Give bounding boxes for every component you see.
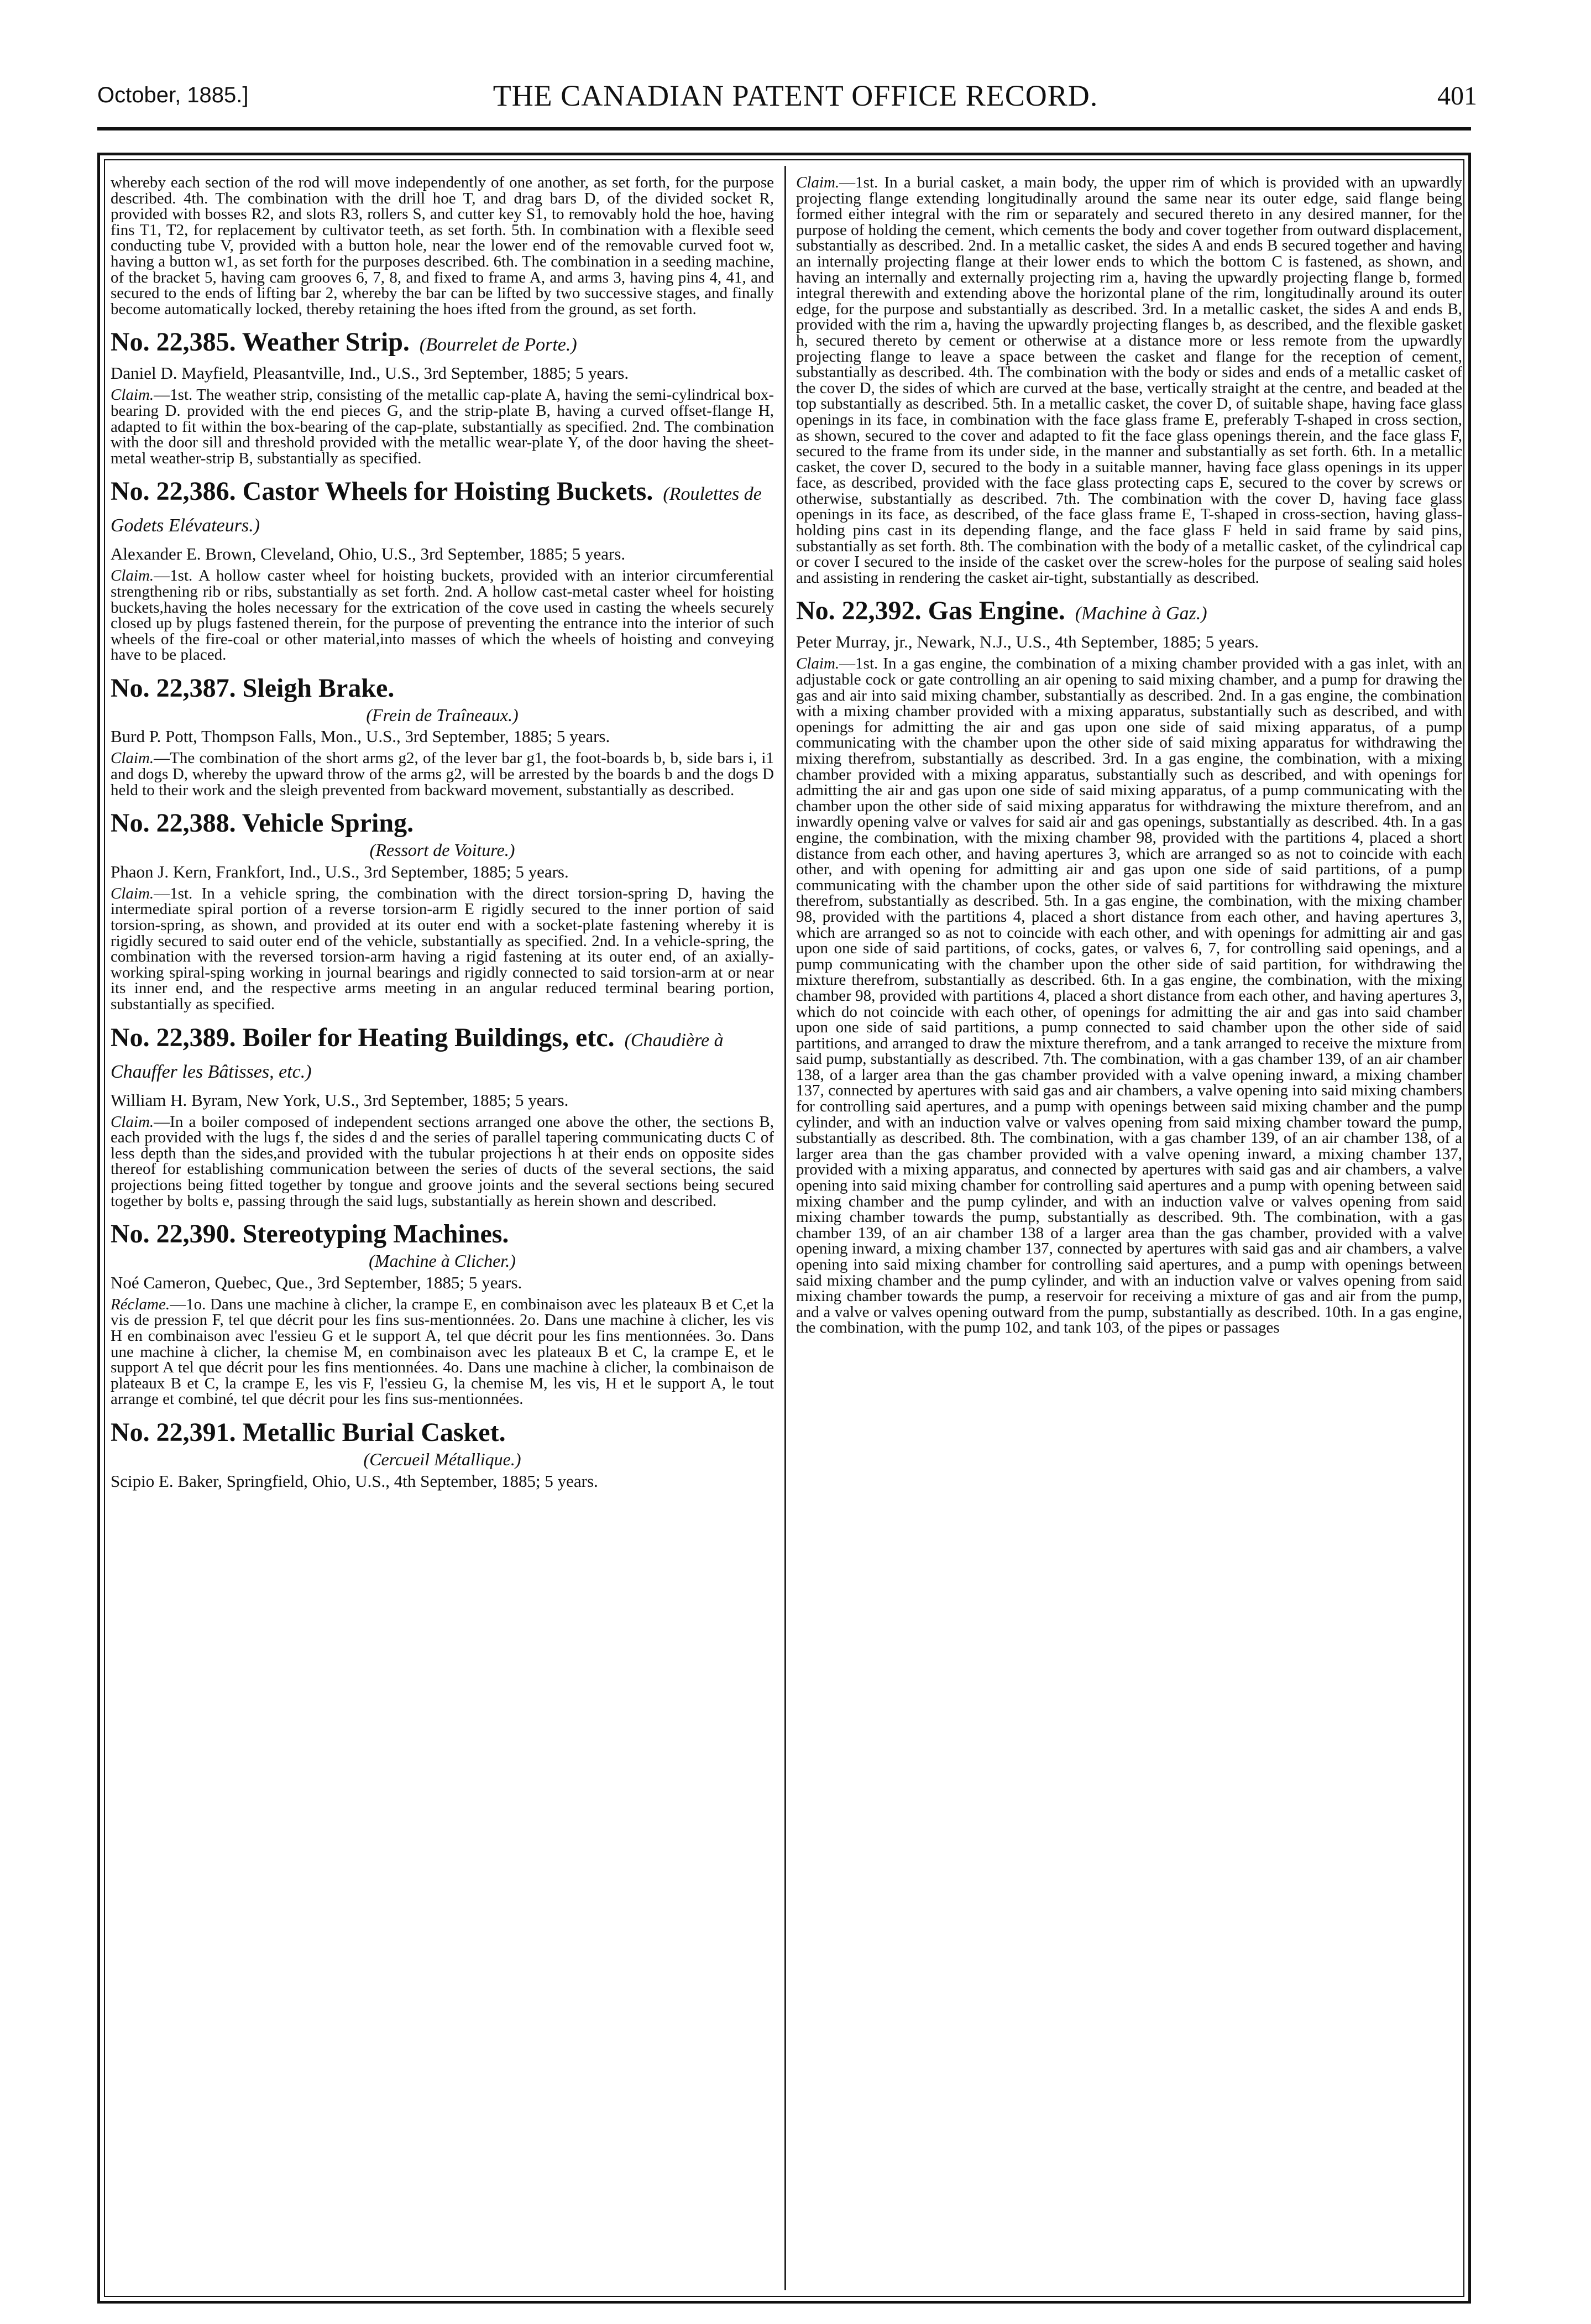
page-number: 401 xyxy=(1437,81,1477,111)
claim-text: —1st. In a gas engine, the combination of a mixing chamber provided with a gas inlet, with an adjustable cock or gate controlling an air opening to said mixing chamber, and a pump for drawing the gas and air into said mixing chamber, substantially as described. 2nd. In a gas engine, the combination with a mixing chamber provided with a mixing apparatus, substantially such as described, and with openings for admitting the air and gas upon one side of said mixing apparatus, of a pump communicating with the chamber upon the other side of said mixing apparatus for withdrawing the mixing therefrom, substantially as described. 3rd. In a gas engine, the combination, with a mixing chamber provided with a mixing apparatus, substantially such as described, and with openings for admitting the air and gas upon one side of said mixing apparatus, of a pump communicating with the chamber upon the other side of said mixing apparatus for withdrawing the mixture therefrom, and an inwardly opening valve or valves for said air and gas openings, substantially as described. 4th. In a gas engine, the combination, with the mixing chamber 98, provided with the partitions 4, placed a short distance from each other, and having apertures 3, which are arranged so as not to coincide with each other, and with opening for admitting air and gas upon one side of said partitions, of a pump communicating with the chamber upon the other side of said partitions for withdrawing the mixture therefrom, substantially as described. 5th. In a gas engine, the combination, with the mixing chamber 98, provided with the partitions 4, placed a short distance from each other, and having apertures 3, which are arranged so as not to coincide with each other, and with openings for admitting air and gas upon one side of said partitions, of cocks, gates, or valves 6, 7, for controlling said openings, and a pump communicating with the chamber upon the other side of said partition, for withdrawing the mixture therefrom, substantially as described. 6th. In a gas engine, the combination, with the mixing chamber 98, provided with partitions 4, placed a short distance from each other, and having apertures 3, which do not coincide with each other, of openings for admitting the air and gas into said chamber upon one side of said partitions, a pump connected to said chamber upon the other side of said partitions, and arranged to draw the mixture therefrom, and a tank arranged to receive the mixture from said pump, substantially as described. 7th. The combination, with a gas chamber 139, of an air chamber 138, of a larger area than the gas chamber provided with a valve opening inward, a mixing chamber 137, connected by apertures with said gas and air chambers, a valve opening into said mixing chambers for controlling said apertures, and a pump with openings between said mixing chamber and the pump cylinder, and with an induction valve or valves opening from said mixing chamber toward the pump, substantially as described. 8th. The combination, with a gas chamber 139, of an air chamber 138, of a larger area than the gas chamber provided with a valve opening inward, a mixing chamber 137, provided with a mixing apparatus, and connected by apertures with said gas and air chambers, a valve opening into said mixing chamber for controlling said apertures and a pump with opening between said mixing chamber and the pump cylinder, and with an induction valve or valves opening from said mixing chamber towards the pump, substantially as described. 9th. The combination, with a gas chamber 139, of an air chamber 138 of a larger area than the gas chamber, provided with a valve opening inward, a mixing chamber 137, connected by apertures with said gas and air chambers, a valve opening into said mixing chamber for controlling said apertures, and a pump with openings between said mixing chamber and the pump cylinder, and with an induction valve or valves opening from said mixing chamber towards the pump, a reservoir for receiving a mixture of gas and air from the pump, and a valve or valves opening outward from the pump, substantially as described. 10th. In a gas engine, the combination, with the pump 102, and tank 103, of the pipes or passages xyxy=(796,655,1462,1337)
patent-french-title: (Chaudière à Chauffer les Bâtisses, etc.) xyxy=(111,1030,724,1082)
patent-title: Metallic Burial Casket. xyxy=(242,1417,506,1447)
patent-entry-22392 xyxy=(796,597,1462,1336)
patent-inventor: Noé Cameron, Quebec, Que., 3rd September, 1885; 5 years. xyxy=(111,1272,522,1292)
patent-inventor: Alexander E. Brown, Cleveland, Ohio, U.S., 3rd September, 1885; 5 years. xyxy=(111,544,626,564)
patent-entry-22388 xyxy=(111,809,774,1012)
patent-heading xyxy=(111,1023,774,1087)
patent-french-title: (Machine à Gaz.) xyxy=(1075,603,1207,624)
patent-heading xyxy=(111,1220,774,1249)
patent-heading xyxy=(111,328,774,359)
claim-label: Claim. xyxy=(111,1113,154,1131)
patent-number: No. 22,391. xyxy=(111,1417,236,1447)
claim-label: Claim. xyxy=(796,174,840,191)
patent-claim xyxy=(111,886,774,1012)
patent-number: No. 22,390. xyxy=(111,1219,236,1249)
claim-label: Claim. xyxy=(111,749,154,767)
patent-french-title: (Machine à Clicher.) xyxy=(369,1251,516,1271)
patent-inventor: Phaon J. Kern, Frankfort, Ind., U.S., 3rd September, 1885; 5 years. xyxy=(111,861,569,881)
patent-heading xyxy=(111,1418,774,1447)
patent-entry-22389 xyxy=(111,1023,774,1209)
claim-text: —The combination of the short arms g2, of the lever bar g1, the foot-boards b, b, side bars i, i1 and dogs D, whereby the upward throw of the arms g2, will be arrested by the boards b and the dogs D held to their work and the sleigh prevented from backward movement, substantially as described. xyxy=(111,749,774,799)
patent-french-title: (Bourrelet de Porte.) xyxy=(419,335,577,356)
claim-text: —1o. Dans une machine à clicher, la crampe E, en combinaison avec les plateaux B et C,et la vis de pression F, tel que décrit pour les fins sus-mentionnées. 2o. Dans une machine à clicher, les vis H en combinaison avec l'essieu G et le support A, tel que décrit pour les fins mentionnées. 3o. Dans une machine à clicher, la chemise M, en combinaison avec les plateaux B et C, la crampe E, et le support A tel que décrit pour les fins mentionnées. 4o. Dans une machine à clicher, la combinaison de plateaux B et C, la crampe E, les vis F, l'essieu G, la chemise M, les vis, H et le support A, le tout arrange et combiné, tel que décrit pour les fins sus-mentionnées. xyxy=(111,1295,774,1408)
patent-entry-22386 xyxy=(111,477,774,663)
claim-label: Claim. xyxy=(796,655,840,673)
patent-inventor: Peter Murray, jr., Newark, N.J., U.S., 4th September, 1885; 5 years. xyxy=(796,632,1259,652)
patent-heading xyxy=(796,597,1462,628)
patent-inventor: Daniel D. Mayfield, Pleasantville, Ind., U.S., 3rd September, 1885; 5 years. xyxy=(111,363,629,383)
claim-text: —1st. In a vehicle spring, the combination with the direct torsion-spring D, having the intermediate spiral portion of a reverse torsion-arm E rigidly secured to the inner portion of said torsion-spring, as shown, and provided at its outer end with a socket-plate fastening whereby it is rigidly secured to said outer end of the vehicle, substantially as specified. 2nd. In a vehicle-spring, the combination with the reversed torsion-arm having a rigid fastening at its outer end, of an axially-working spiral-sping working in journal bearings and rigidly connected to said torsion-arm at or near its inner end, and the respective arms meeting in an angular reduced terminal bearing portion, substantially as specified. xyxy=(111,884,774,1013)
claim-text: —1st. In a burial casket, a main body, the upper rim of which is provided with an upwardly projecting flange extending longitudinally around the same near its outer edge, said flange being formed either integral with the rim or separately and secured thereto in any desired manner, for the purpose of holding the cement, which cements the body and cover together from outward displacement, substantially as described. 2nd. In a metallic casket, the sides A and ends B secured together and having an internally projecting flange at their lower ends to which the bottom C is fastened, as shown, and having an internally and externally projecting rim a, having the upwardly projecting flange b, formed integral therewith and extending above the horizontal plane of the rim, longitudinally around its outer edge, for the purpose and substantially as described. 3rd. In a metallic casket, the sides A and ends B, provided with the rim a, having the upwardly projecting flanges b, as described, and the flexible gasket h, secured thereto by cement or otherwise at a distance more or less remote from the upwardly projecting flange to leave a space between the casket and flange for the reception of cement, substantially as described. 4th. The combination with the body or sides and ends of a metallic casket of the cover D, the sides of which are curved at the base, vertically straight at the centre, and beaded at the top substantially as described. 5th. In a metallic casket, the cover D, of suitable shape, having face glass openings in its face, in combination with the face glass frame E, preferably T-shaped in cross section, as shown, secured to the cover and adapted to fit the face glass openings therein, and the face glass F, secured to the frame from its under side, in the manner and substantially as set forth. 6th. In a metallic casket, the cover D, secured to the body in a suitable manner, having face glass openings in its upper face, as described, provided with the face glass protecting caps E, secured to the cover by screws or otherwise, substantially as described. 7th. The combination with the cover D, having face glass openings in its face, as described, of the face glass frame E, T-shaped in cross-section, having glass-holding pins cast in its depending flange, and the face glass F held in said frame by said pins, substantially as set forth. 8th. The combination with the body of a metallic casket, of the cylindrical cap or cover I secured to the inside of the casket over the screw-holes for the purpose of sealing said holes and assisting in rendering the casket air-tight, substantially as described. xyxy=(796,174,1462,587)
patent-claim xyxy=(111,1297,774,1407)
patent-inventor: Burd P. Pott, Thompson Falls, Mon., U.S., 3rd September, 1885; 5 years. xyxy=(111,727,610,746)
patent-entry-22390 xyxy=(111,1220,774,1407)
patent-french-title: (Ressort de Voiture.) xyxy=(369,840,515,860)
claim-label: Claim. xyxy=(111,567,154,585)
patent-number: No. 22,388. xyxy=(111,808,236,838)
patent-claim xyxy=(111,568,774,663)
patent-claim xyxy=(111,387,774,466)
column-divider xyxy=(784,166,786,2290)
patent-claim xyxy=(796,656,1462,1336)
left-column xyxy=(111,175,774,1495)
patent-title: Stereotyping Machines. xyxy=(242,1219,509,1249)
issue-date: October, 1885.] xyxy=(97,83,249,107)
publication-title: THE CANADIAN PATENT OFFICE RECORD. xyxy=(493,79,1098,112)
patent-inventor: William H. Byram, New York, U.S., 3rd September, 1885; 5 years. xyxy=(111,1090,569,1110)
claim-label: Claim. xyxy=(111,884,154,902)
patent-french-title: (Frein de Traîneaux.) xyxy=(366,704,519,725)
patent-title: Sleigh Brake. xyxy=(242,673,395,703)
patent-number: No. 22,385. xyxy=(111,327,236,357)
continuation-text xyxy=(796,175,1462,586)
patent-title: Boiler for Heating Buildings, etc. xyxy=(242,1022,615,1052)
patent-entry-22391 xyxy=(111,1418,774,1491)
patent-number: No. 22,392. xyxy=(796,596,922,626)
claim-text: —1st. The weather strip, consisting of the metallic cap-plate A, having the semi-cylindrical box-bearing D. provided with the end pieces G, and the strip-plate B, having a curved offset-flange H, adapted to fit within the box-bearing of the cap-plate, substantially as specified. 2nd. The combination with the door sill and threshold provided with the metallic wear-plate Y, of the door having the sheet-metal weather-strip B, substantially as specified. xyxy=(111,386,774,467)
patent-heading xyxy=(111,674,774,703)
patent-claim xyxy=(111,1114,774,1209)
patent-title: Weather Strip. xyxy=(242,327,410,357)
patent-title: Castor Wheels for Hoisting Buckets. xyxy=(242,477,653,506)
patent-title: Vehicle Spring. xyxy=(242,808,414,838)
patent-entry-22385 xyxy=(111,328,774,466)
patent-claim xyxy=(111,750,774,798)
header-rule xyxy=(97,127,1471,130)
patent-title: Gas Engine. xyxy=(928,596,1065,626)
patent-entry-22387 xyxy=(111,674,774,798)
patent-number: No. 22,387. xyxy=(111,673,236,703)
patent-heading xyxy=(111,477,774,540)
patent-french-title: (Roulettes de Godets Elévateurs.) xyxy=(111,484,762,536)
continuation-text: whereby each section of the rod will move independently of one another, as set forth, for the purpose described. 4th. The combination with the drill hoe T, and drag bars D, of the divided socket R, provided with bosses R2, and slots R3, rollers S, and cutter key S1, to removably hold the hoe, having fins T1, T2, for replacement by cultivator teeth, as set forth. 5th. In combination with a flexible seed conducting tube V, provided with a button hole, near the lower end of the removable curved foot w, having a button w1, as set forth for the purposes described. 6th. The combination in a seeding machine, of the bracket 5, having cam grooves 6, 7, 8, and fixed to frame A, and arms 3, having pins 4, 41, and secured to the ends of lifting bar 2, whereby the bar can be lifted by two successive stages, and finally become automatically locked, thereby retaining the hoes ifted from the ground, as set forth. xyxy=(111,174,774,318)
patent-inventor: Scipio E. Baker, Springfield, Ohio, U.S., 4th September, 1885; 5 years. xyxy=(111,1471,598,1491)
patent-number: No. 22,389. xyxy=(111,1022,236,1052)
page-header xyxy=(0,0,1591,138)
claim-label: Claim. xyxy=(111,386,154,404)
patent-number: No. 22,386. xyxy=(111,477,236,506)
claim-text: —In a boiler composed of independent sections arranged one above the other, the sections B, each provided with the lugs f, the sides d and the series of parallel tapering communicating ducts C of less depth than the sides,and provided with the tubular projections h at their ends on opposite sides thereof for establishing communication between the series of ducts of the several sections, the said projections being fitted together by tongue and groove joints and the several sections being secured together by bolts e, passing through the said lugs, substantially as herein shown and described. xyxy=(111,1113,774,1210)
claim-text: —1st. A hollow caster wheel for hoisting buckets, provided with an interior circumferential strengthening rib or ribs, substantially as set forth. 2nd. A hollow cast-metal caster wheel for hoisting buckets,having the holes necessary for the extrication of the cove used in casting the wheels securely closed up by plugs fastened therein, for the purpose of preventing the entrance into the interior of such wheels of the fire-coal or other material,into masses of which the wheels of hoisting and conveying have to be placed. xyxy=(111,567,774,664)
right-column xyxy=(796,175,1462,1336)
patent-french-title: (Cercueil Métallique.) xyxy=(363,1449,521,1469)
claim-label: Réclame. xyxy=(111,1295,170,1313)
patent-heading xyxy=(111,809,774,838)
